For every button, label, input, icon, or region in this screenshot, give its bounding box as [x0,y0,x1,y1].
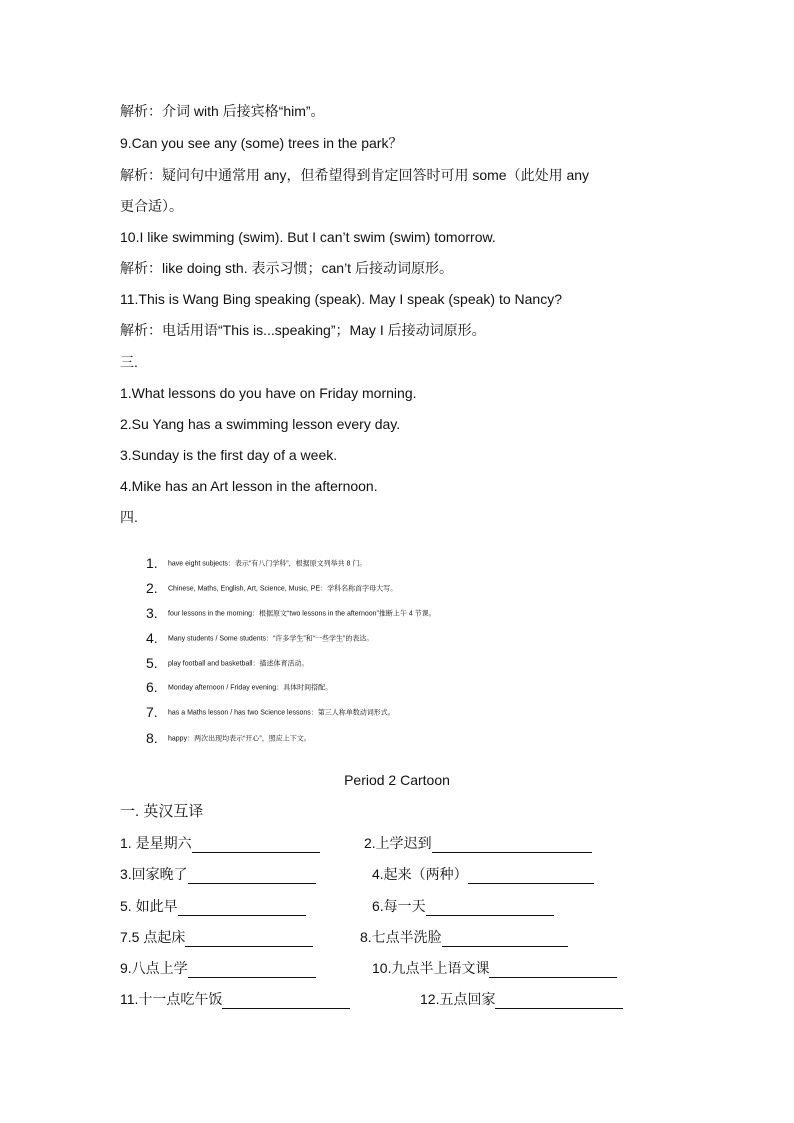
exercise-item [420,989,623,1009]
note-text: four lessons in the morning：根据原文“two lessons in the afternoon”推断上午 4 节课。 [168,610,436,618]
note-text: has a Maths lesson / has two Science lessons：第三人称单数动词形式。 [168,709,395,717]
note-item [146,702,395,723]
exercise-label: 1. 是星期六 [120,835,192,851]
note-number: 3. [146,605,158,621]
note-text: Monday afternoon / Friday evening：具体时间搭配。 [168,684,333,692]
text-line: 10.I like swimming (swim). But I can’t swim (swim) tomorrow. [120,229,496,245]
note-number: 6. [146,679,158,695]
note-number: 1. [146,555,158,571]
answer-blank[interactable] [432,838,592,853]
exercise-item [360,927,568,947]
exercise-item [120,958,316,978]
exercise-label: 10.九点半上语文课 [372,960,490,976]
exercise-item [372,864,594,884]
exercise-item [120,927,313,947]
text-line: 9.Can you see any (some) trees in the park？ [120,135,403,151]
answer-blank[interactable] [178,901,306,916]
answer-blank[interactable] [188,869,316,884]
note-number: 8. [146,730,158,746]
note-item [146,677,332,698]
exercise-item [372,958,617,978]
section-heading: 一. 英汉互译 [120,803,204,820]
text-line: 1.What lessons do you have on Friday morning. [120,385,417,401]
note-item [146,578,397,599]
exercise-item [120,989,350,1009]
answer-blank[interactable] [222,994,350,1009]
note-number: 4. [146,630,158,646]
text-line: 更合适）。 [120,198,183,214]
exercise-item [120,833,320,853]
note-text: Chinese, Maths, English, Art, Science, Music, PE：学科名称首字母大写。 [168,585,398,593]
exercise-label: 9.八点上学 [120,960,188,976]
note-number: 5. [146,655,158,671]
text-line: 11.This is Wang Bing speaking (speak). May I speak (speak) to Nancy? [120,291,562,307]
note-item [146,553,366,574]
period-title: Period 2 Cartoon [344,772,450,788]
note-item [146,603,436,624]
note-number: 7. [146,704,158,720]
exercise-label: 12.五点回家 [420,991,496,1007]
note-text: have eight subjects：表示“有八门学科”，根据原文列举共 8 门。 [168,560,367,568]
answer-blank[interactable] [468,869,594,884]
exercise-item [372,896,554,916]
exercise-label: 4.起来（两种） [372,866,468,882]
exercise-label: 5. 如此早 [120,898,178,914]
exercise-label: 11.十一点吃午饭 [120,991,223,1007]
exercise-label: 3.回家晚了 [120,866,188,882]
answer-blank[interactable] [495,994,623,1009]
exercise-item [120,864,316,884]
text-line: 解析：疑问句中通常用 any，但希望得到肯定回答时可用 some（此处用 any [120,167,590,183]
text-line: 3.Sunday is the first day of a week. [120,447,338,463]
text-line: 解析：电话用语“This is...speaking”；May I 后接动词原形。 [120,322,486,338]
exercise-label: 8.七点半洗脸 [360,929,442,945]
exercise-item [364,833,592,853]
note-item [146,628,373,649]
answer-blank[interactable] [185,932,313,947]
answer-blank[interactable] [192,838,320,853]
exercise-label: 7.5 点起床 [120,929,186,945]
text-line: 2.Su Yang has a swimming lesson every day. [120,416,401,432]
text-line: 4.Mike has an Art lesson in the afternoon. [120,478,378,494]
note-item [146,728,311,749]
exercise-label: 6.每一天 [372,898,426,914]
text-line: 解析：like doing sth. 表示习惯；can’t 后接动词原形。 [120,260,453,276]
note-text: play football and basketball：描述体育活动。 [168,660,309,668]
answer-blank[interactable] [426,901,554,916]
note-item [146,653,308,674]
exercise-label: 2.上学迟到 [364,835,432,851]
section-heading: 四. [120,509,138,525]
note-text: happy：两次出现均表示“开心”，照应上下文。 [168,735,311,743]
note-text: Many students / Some students：“许多学生”和“一些学生”的表达。 [168,635,374,643]
answer-blank[interactable] [489,963,617,978]
answer-blank[interactable] [188,963,316,978]
section-heading: 三. [120,354,138,370]
note-number: 2. [146,580,158,596]
text-line: 解析：介词 with 后接宾格“him”。 [120,103,325,119]
exercise-item [120,896,306,916]
answer-blank[interactable] [442,932,568,947]
